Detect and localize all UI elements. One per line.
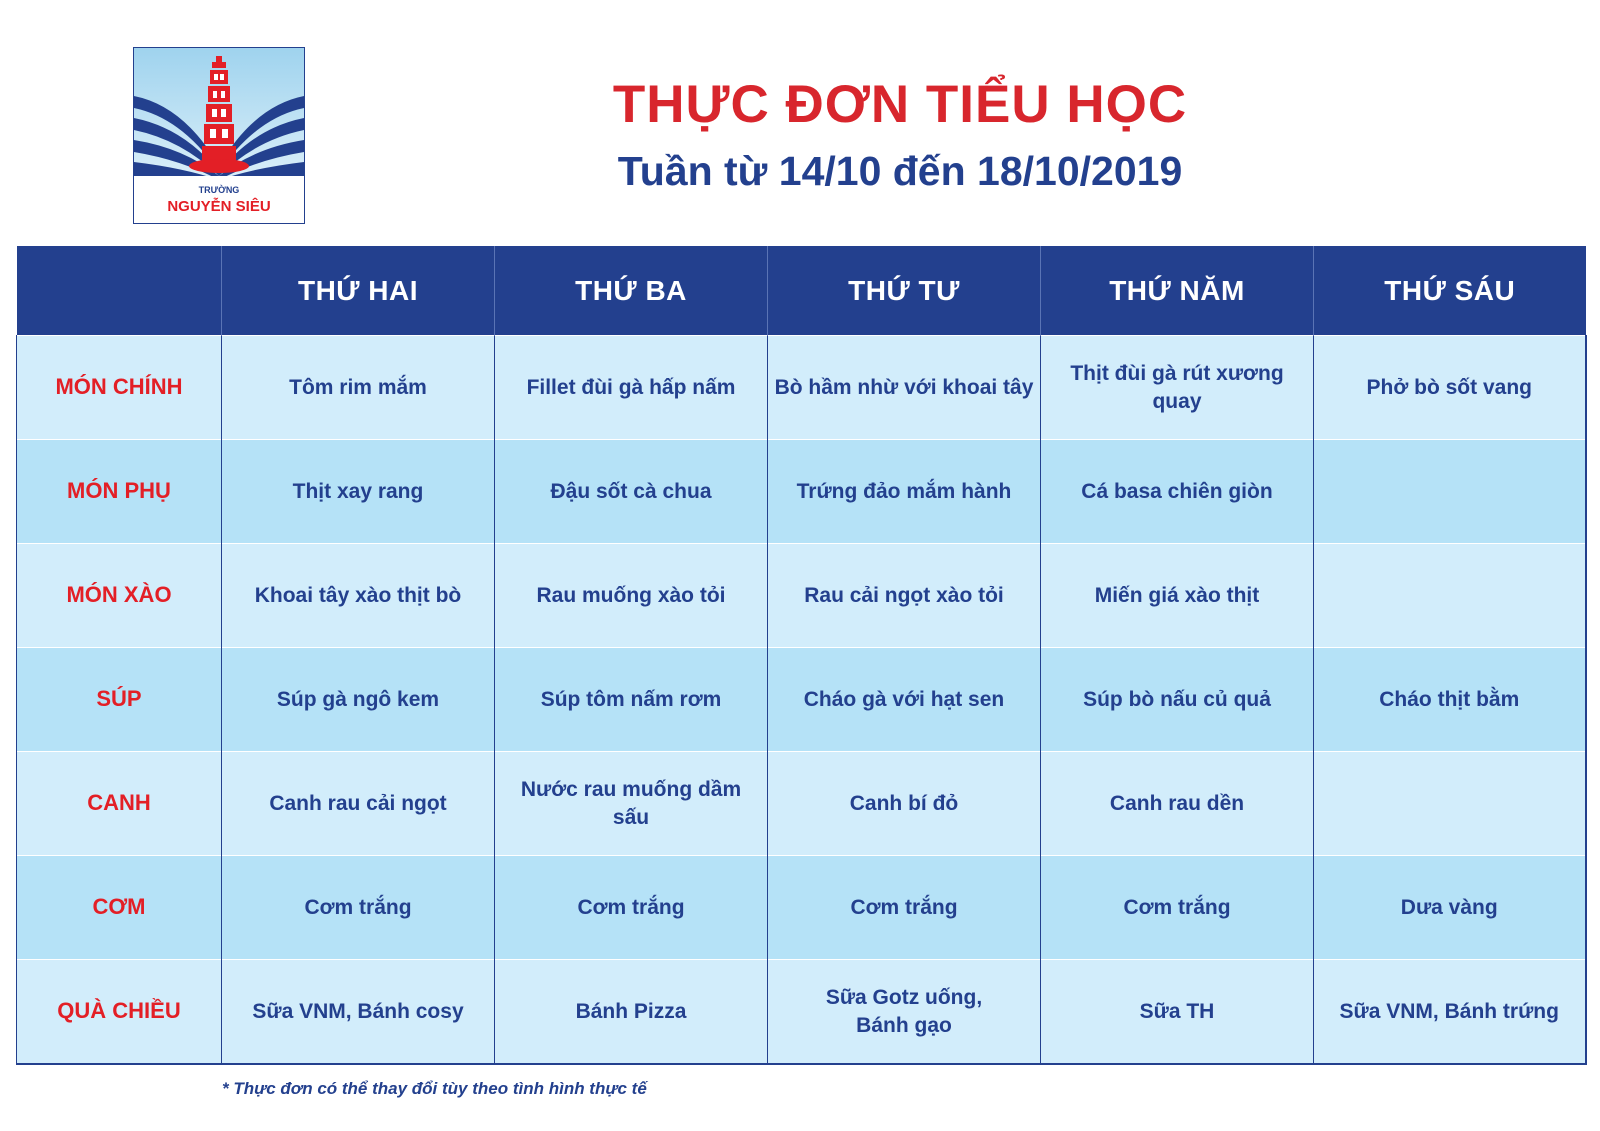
menu-cell: Canh rau dền (1041, 752, 1314, 856)
page-subtitle: Tuần từ 14/10 đến 18/10/2019 (617, 148, 1183, 194)
menu-cell: Cháo gà với hạt sen (768, 648, 1041, 752)
page-title: THỰC ĐƠN TIỂU HỌC (612, 75, 1188, 134)
row-label: QUÀ CHIỀU (17, 960, 222, 1065)
logo-school-name: NGUYỄN SIÊU (167, 198, 271, 215)
table-row (17, 544, 1586, 648)
menu-cell: Cá basa chiên giòn (1041, 440, 1314, 544)
logo-small-text: TRƯỜNG (198, 185, 240, 195)
menu-cell: Miến giá xào thịt (1041, 544, 1314, 648)
row-label: SÚP (17, 648, 222, 752)
row-label: MÓN CHÍNH (17, 336, 222, 440)
column-header-thursday: THỨ NĂM (1041, 246, 1314, 336)
menu-cell: Thịt xay rang (222, 440, 495, 544)
menu-cell (1314, 440, 1586, 544)
menu-cell: Tôm rim mắm (222, 336, 495, 440)
weekly-menu-table (16, 246, 1587, 1065)
menu-cell: Bánh Pizza (495, 960, 768, 1065)
menu-cell: Rau muống xào tỏi (495, 544, 768, 648)
table-row (17, 336, 1586, 440)
table-row (17, 752, 1586, 856)
menu-cell: Đậu sốt cà chua (495, 440, 768, 544)
menu-cell: Sữa Gotz uống, Bánh gạo (768, 960, 1041, 1065)
menu-cell: Thịt đùi gà rút xương quay (1041, 336, 1314, 440)
menu-cell (1314, 544, 1586, 648)
menu-cell: Súp bò nấu củ quả (1041, 648, 1314, 752)
school-logo (133, 47, 305, 224)
row-label: CANH (17, 752, 222, 856)
row-label: CƠM (17, 856, 222, 960)
menu-cell: Rau cải ngọt xào tỏi (768, 544, 1041, 648)
menu-cell: Súp tôm nấm rơm (495, 648, 768, 752)
column-header-monday: THỨ HAI (222, 246, 495, 336)
menu-cell: Cơm trắng (768, 856, 1041, 960)
footnote: * Thực đơn có thể thay đổi tùy theo tình hình thực tế (222, 1079, 647, 1098)
menu-cell: Nước rau muống dầm sấu (495, 752, 768, 856)
table-row (17, 960, 1586, 1065)
menu-cell: Cơm trắng (495, 856, 768, 960)
menu-cell: Cháo thịt bằm (1314, 648, 1586, 752)
pagoda-emblem-icon (134, 48, 304, 223)
column-header-tuesday: THỨ BA (495, 246, 768, 336)
menu-cell: Sữa VNM, Bánh cosy (222, 960, 495, 1065)
menu-cell: Sữa VNM, Bánh trứng (1314, 960, 1586, 1065)
menu-cell: Cơm trắng (1041, 856, 1314, 960)
menu-cell: Súp gà ngô kem (222, 648, 495, 752)
menu-cell: Fillet đùi gà hấp nấm (495, 336, 768, 440)
row-label: MÓN XÀO (17, 544, 222, 648)
menu-cell: Bò hầm nhừ với khoai tây (768, 336, 1041, 440)
column-header-blank (17, 246, 222, 336)
menu-cell: Canh rau cải ngọt (222, 752, 495, 856)
menu-cell: Dưa vàng (1314, 856, 1586, 960)
menu-cell: Trứng đảo mắm hành (768, 440, 1041, 544)
menu-cell: Canh bí đỏ (768, 752, 1041, 856)
menu-cell: Khoai tây xào thịt bò (222, 544, 495, 648)
table-row (17, 856, 1586, 960)
table-header-row (17, 246, 1586, 336)
column-header-wednesday: THỨ TƯ (768, 246, 1041, 336)
menu-cell: Sữa TH (1041, 960, 1314, 1065)
menu-cell (1314, 752, 1586, 856)
row-label: MÓN PHỤ (17, 440, 222, 544)
table-row (17, 648, 1586, 752)
table-row (17, 440, 1586, 544)
menu-cell: Phở bò sốt vang (1314, 336, 1586, 440)
column-header-friday: THỨ SÁU (1314, 246, 1586, 336)
menu-cell: Cơm trắng (222, 856, 495, 960)
